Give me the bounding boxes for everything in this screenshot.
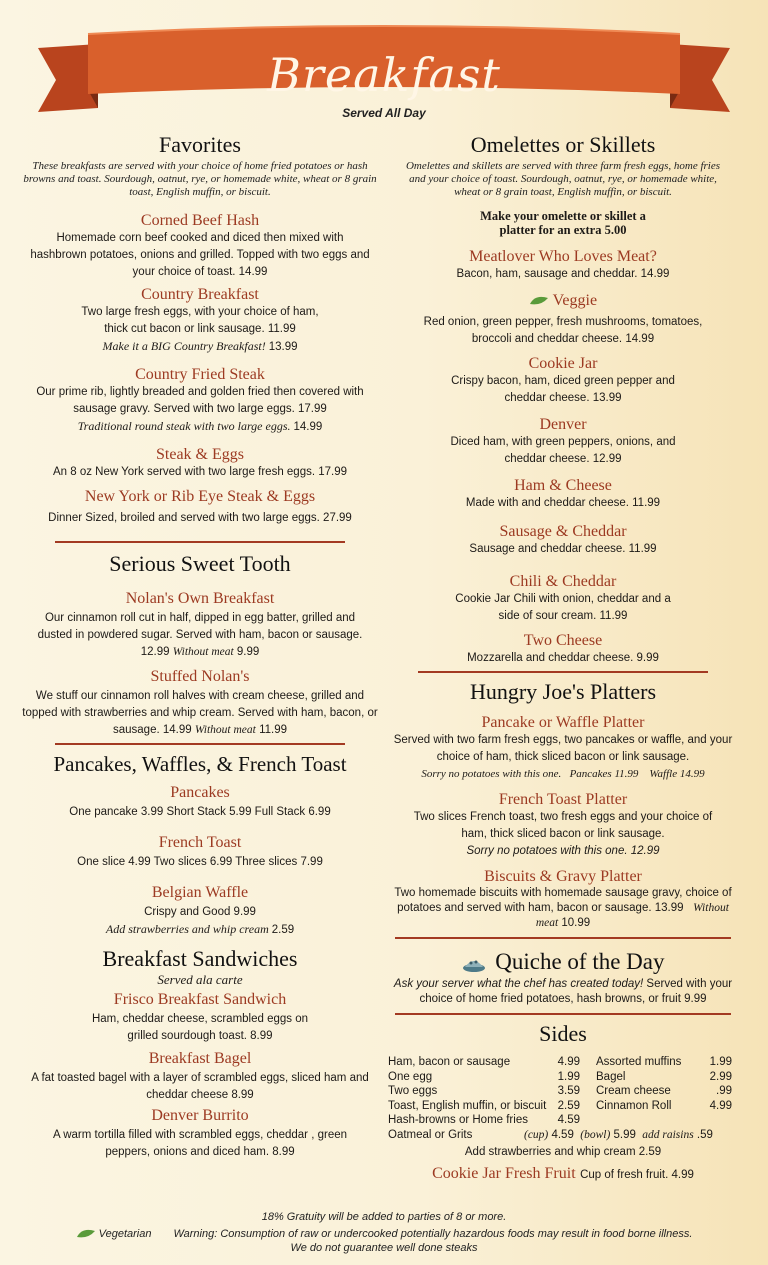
side-price: .99 [716, 1085, 732, 1097]
side-name: Hash-browns or Home fries [388, 1114, 528, 1126]
side-name: Two eggs [388, 1085, 438, 1097]
vegetarian-label: Vegetarian [98, 1228, 152, 1240]
item-name: Chili & Cheddar [509, 573, 617, 590]
desc-text: Our cinnamon roll cut in half, dipped in egg batter, grilled and dusted in powdered sugar. Served with ham, bacon or sausage. 12.99 [37, 612, 363, 658]
item-desc: Bacon, ham, sausage and cheddar. 14.99 [456, 268, 670, 280]
item-desc: Red onion, green pepper, fresh mushrooms, tomatoes, broccoli and cheddar cheese. 14.99 [423, 316, 703, 345]
item-name: Pancake or Waffle Platter [481, 714, 645, 731]
item-name: Steak & Eggs [156, 446, 244, 463]
note-text: Without meat [535, 902, 729, 929]
item-name: Nolan's Own Breakfast [125, 590, 275, 607]
item-desc: Homemade corn beef cooked and diced then mixed with hashbrown potatoes, onions and grilled. Topped with two eggs and your choice of toast. 14.99 [30, 232, 370, 278]
quiche-icon [462, 955, 486, 973]
right-column [388, 128, 738, 1183]
sides-list [388, 1055, 738, 1128]
side-item [388, 1099, 580, 1114]
side-price: 2.59 [557, 1099, 580, 1112]
item-desc: One slice 4.99 Two slices 6.99 Three slices 7.99 [77, 856, 323, 868]
side-item [596, 1070, 732, 1085]
sides-left [388, 1055, 580, 1128]
item-desc: Crispy and Good 9.99 [144, 906, 256, 918]
pancakes-title: Pancakes, Waffles, & French Toast [53, 752, 347, 776]
side-name: Toast, English muffin, or biscuit [388, 1099, 547, 1112]
item-name: Ham & Cheese [514, 477, 612, 494]
quiche-title: Quiche of the Day [495, 949, 665, 974]
side-price: 4.99 [557, 1056, 580, 1068]
footer-row [0, 1228, 768, 1240]
item-desc: Served with two farm fresh eggs, two pancakes or waffle, and your choice of ham, thick sliced bacon or link sausage. [393, 734, 733, 763]
desc-text: We stuff our cinnamon roll halves with cream cheese, grilled and topped with strawberries and whip cream. Served with ham, bacon, or sausage. 14.99 [22, 690, 378, 736]
item-desc: Two slices French toast, two fresh eggs and your choice of ham, thick sliced bacon or link sausage. [413, 811, 713, 840]
gratuity-note: 18% Gratuity will be added to parties of 8 or more. [261, 1211, 507, 1223]
bowl-price: 5.99 [613, 1128, 636, 1141]
side-item [596, 1084, 732, 1099]
page-title: Breakfast [267, 48, 501, 102]
note-text: Make it a BIG Country Breakfast! [102, 339, 266, 353]
item-name: Veggie [552, 292, 598, 309]
quiche-header [388, 949, 738, 975]
item-name: Breakfast Bagel [148, 1050, 252, 1067]
item-name: French Toast Platter [498, 791, 628, 808]
item-desc: A fat toasted bagel with a layer of scrambled eggs, sliced ham and cheddar cheese 8.99 [31, 1072, 369, 1101]
cup-label: (cup) [524, 1128, 549, 1141]
divider [55, 743, 345, 745]
sandwiches-subtitle: Served ala carte [157, 972, 243, 987]
divider [395, 937, 731, 939]
oatmeal-row [388, 1128, 738, 1143]
item-note [20, 338, 380, 355]
item-desc: One pancake 3.99 Short Stack 5.99 Full Stack 6.99 [69, 806, 331, 818]
favorites-title: Favorites [159, 132, 241, 157]
item-name: Meatlover Who Loves Meat? [469, 248, 657, 265]
item-name: Two Cheese [523, 632, 603, 649]
omelettes-title: Omelettes or Skillets [470, 132, 656, 157]
item-note [20, 418, 380, 435]
side-name: One egg [388, 1070, 433, 1083]
favorites-desc: These breakfasts are served with your choice of home fried potatoes or hash browns and toast. Sourdough, oatnut, rye, or homemade white, wheat or 8 grain toast, English muffin, or biscuit. [23, 160, 377, 198]
note-price: 11.99 [259, 724, 287, 736]
item-note: Sorry no potatoes with this one. 12.99 [466, 845, 660, 857]
veggie-title [388, 291, 738, 310]
vegetarian-legend [76, 1228, 152, 1240]
divider [55, 541, 345, 543]
item-desc: Ham, cheddar cheese, scrambled eggs on grilled sourdough toast. 8.99 [91, 1013, 309, 1042]
side-item [388, 1084, 580, 1099]
quiche-desc-text: Served with your choice of home fried potatoes, hash browns, or fruit 9.99 [419, 978, 733, 1005]
leaf-icon [529, 296, 549, 306]
item-name: Country Breakfast [141, 286, 259, 303]
strawberries-note: Add strawberries and whip cream 2.59 [464, 1146, 662, 1158]
item-name: Biscuits & Gravy Platter [484, 868, 642, 885]
item-desc [20, 610, 380, 661]
side-item [596, 1055, 732, 1070]
desc-text: Two homemade biscuits with homemade sausage gravy, choice of potatoes and served with ham, bacon or sausage. 13.99 [394, 887, 732, 914]
note-text: Sorry no potatoes with this one. [421, 768, 562, 780]
item-name: Frisco Breakfast Sandwich [113, 991, 287, 1008]
item-desc [388, 886, 738, 931]
sweet-title: Serious Sweet Tooth [109, 551, 291, 576]
item-note [20, 921, 380, 938]
divider [418, 671, 708, 673]
item-name: Sausage & Cheddar [499, 523, 627, 540]
side-item [388, 1055, 580, 1070]
item-name: French Toast [158, 834, 242, 851]
item-name: Belgian Waffle [151, 884, 249, 901]
item-desc: Cookie Jar Chili with onion, cheddar and a side of sour cream. 11.99 [455, 593, 671, 622]
side-name: Assorted muffins [596, 1056, 682, 1068]
side-name: Bagel [596, 1070, 626, 1083]
item-desc: Mozzarella and cheddar cheese. 9.99 [467, 652, 659, 664]
side-price: 3.59 [557, 1085, 580, 1097]
sides-right [596, 1055, 732, 1128]
note-price: 14.99 [293, 421, 323, 433]
note-price: 2.59 [271, 924, 295, 936]
platters-title: Hungry Joe's Platters [469, 679, 657, 704]
raisins-label: add raisins [642, 1128, 694, 1141]
sandwiches-title: Breakfast Sandwiches [102, 946, 298, 971]
item-desc: A warm tortilla filled with scrambled eggs, cheddar , green peppers, onions and diced ham. 8.99 [52, 1129, 348, 1158]
note-price: 10.99 [561, 917, 591, 929]
platter-note: Make your omelette or skillet a platter for an extra 5.00 [480, 209, 646, 237]
quiche-desc [388, 977, 738, 1007]
item-note [388, 766, 738, 782]
quiche-desc-italic: Ask your server what the chef has created today! [393, 978, 644, 990]
item-desc: Diced ham, with green peppers, onions, and cheddar cheese. 12.99 [450, 436, 676, 465]
side-price: 2.99 [709, 1070, 732, 1083]
fresh-fruit [388, 1164, 738, 1183]
note-text: Without meat [172, 646, 234, 658]
side-price: 1.99 [557, 1070, 580, 1083]
side-price: 1.99 [709, 1056, 732, 1068]
note-text: Add strawberries and whip cream [105, 922, 269, 936]
item-desc: Our prime rib, lightly breaded and golden fried then covered with sausage gravy. Served with two large eggs. 17.99 [36, 386, 364, 415]
divider [395, 1013, 731, 1015]
item-name: Denver Burrito [151, 1107, 249, 1124]
leaf-icon [76, 1229, 96, 1239]
header-banner [38, 20, 730, 120]
item-desc: An 8 oz New York served with two large fresh eggs. 17.99 [52, 466, 348, 478]
side-name: Ham, bacon or sausage [388, 1056, 511, 1068]
sides-title: Sides [539, 1021, 587, 1046]
left-column [20, 128, 380, 1161]
item-desc: Made with and cheddar cheese. 11.99 [465, 497, 661, 509]
bowl-label: (bowl) [580, 1128, 611, 1141]
note-waffle: Waffle 14.99 [649, 768, 705, 780]
side-price: 4.59 [557, 1114, 580, 1126]
item-name: Corned Beef Hash [140, 212, 260, 229]
item-desc: Sausage and cheddar cheese. 11.99 [469, 543, 657, 555]
item-name: Cookie Jar [528, 355, 598, 372]
side-name: Cream cheese [596, 1085, 671, 1097]
cup-price: 4.59 [551, 1128, 574, 1141]
item-name: New York or Rib Eye Steak & Eggs [84, 488, 316, 505]
fruit-name: Cookie Jar Fresh Fruit [432, 1165, 576, 1182]
note-price: 9.99 [236, 646, 260, 658]
item-name: Pancakes [170, 784, 230, 801]
note-text: Traditional round steak with two large eggs. [77, 419, 291, 433]
note-pancakes: Pancakes 11.99 [569, 768, 639, 780]
item-name: Country Fried Steak [135, 366, 265, 383]
steaks-note: We do not guarantee well done steaks [290, 1242, 478, 1254]
side-item [388, 1113, 580, 1128]
omelettes-desc: Omelettes and skillets are served with three farm fresh eggs, home fries and your choice of toast. Sourdough, oatnut, rye, or homemade white, wheat or 8 grain toast, English muffin, or biscuit. [405, 160, 721, 198]
warning-text: Warning: Consumption of raw or undercooked potentially hazardous foods may result in food borne illness. [173, 1228, 693, 1240]
served-all-day: Served All Day [342, 106, 426, 120]
note-price: 13.99 [268, 341, 298, 353]
raisins-price: .59 [696, 1128, 713, 1141]
item-name: Denver [539, 416, 587, 433]
side-item [596, 1099, 732, 1114]
note-text: Without meat [194, 724, 256, 736]
side-name: Oatmeal or Grits [388, 1128, 473, 1141]
item-desc: Crispy bacon, ham, diced green pepper and cheddar cheese. 13.99 [451, 375, 675, 404]
side-item [388, 1070, 580, 1085]
item-desc [20, 688, 380, 739]
item-name: Stuffed Nolan's [150, 668, 250, 685]
item-desc: Two large fresh eggs, with your choice of ham, thick cut bacon or link sausage. 11.99 [81, 306, 319, 335]
item-desc: Dinner Sized, broiled and served with two large eggs. 27.99 [48, 512, 352, 524]
fruit-desc: Cup of fresh fruit. 4.99 [580, 1169, 694, 1181]
side-name: Cinnamon Roll [596, 1099, 672, 1112]
side-price: 4.99 [709, 1099, 732, 1112]
